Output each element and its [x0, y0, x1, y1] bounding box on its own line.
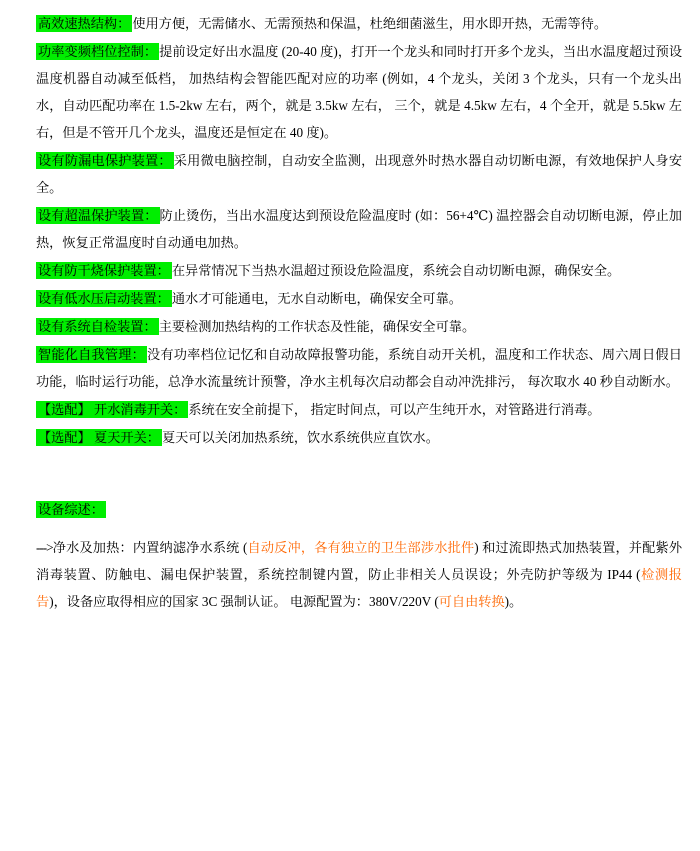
section-gap: [36, 452, 682, 496]
summary-text-2: ) 和过流即热式加热装置，并配紫外消毒装置、防触电、漏电保护装置，系统控制键内置，防止非相关人员误设；外壳防护等级为 IP44 (: [36, 540, 683, 582]
section-label: 功率变频档位控制：: [38, 44, 158, 59]
bullet-marker: --->: [36, 540, 53, 555]
section-paragraph: [36, 396, 682, 423]
section-paragraph: [36, 202, 682, 256]
section-paragraph: [36, 257, 682, 284]
section-label: 设有系统自检装置：: [38, 319, 157, 334]
summary-gap: [36, 524, 682, 534]
summary-emphasis-2: 检测报告: [36, 567, 682, 609]
section-label: 【选配】 夏天开关：: [38, 430, 160, 445]
bullet-title: 净水及加热：: [52, 540, 133, 555]
section-label: 设有防干烧保护装置：: [38, 263, 170, 278]
section-body: 使用方便，无需储水、无需预热和保温，杜绝细菌滋生，用水即开热，无需等待。: [132, 16, 608, 31]
section-body: 在异常情况下当热水温超过预设危险温度，系统会自动切断电源，确保安全。: [171, 263, 621, 278]
section-label: 设有低水压启动装置：: [38, 291, 170, 306]
summary-paragraph: [36, 534, 682, 615]
section-body: 通水才可能通电，无水自动断电，确保安全可靠。: [171, 291, 462, 306]
section-body: 采用微电脑控制，自动安全监测，出现意外时热水器自动切断电源，有效地保护人身安全。: [36, 153, 683, 195]
summary-emphasis-3: 可自由转换: [438, 594, 505, 609]
section-label: 设有防漏电保护装置：: [38, 153, 172, 168]
section-body: 防止烫伤，当出水温度达到预设危险温度时 (如：56+4℃) 温控器会自动切断电源，停止加热，恢复正常温度时自动通电加热。: [36, 208, 682, 250]
section-paragraph: [36, 10, 682, 37]
summary-emphasis-1: 自动反冲，各有独立的卫生部涉水批件: [247, 540, 475, 555]
section-label: 设有超温保护装置：: [38, 208, 158, 223]
summary-text-3: )，设备应取得相应的国家 3C 强制认证。 电源配置为：380V/220V (: [49, 594, 439, 609]
section-body: 夏天可以关闭加热系统，饮水系统供应直饮水。: [161, 430, 439, 445]
section-paragraph: [36, 313, 682, 340]
section-label: 【选配】 开水消毒开关：: [38, 402, 187, 417]
section-paragraph: [36, 38, 682, 146]
section-body: 提前设定好出水温度 (20-40 度)，打开一个龙头和同时打开多个龙头，当出水温度超过预设温度机器自动减至低档， 加热结构会智能匹配对应的功率 (例如，4 个龙头，关闭 3 个龙头，只有一个龙头出水，自动匹配功率在 1.5-2kw 左右，两个，就是 3.5kw 左右， 三个，就是 4.5kw 左右，4 个全开，就是 5.5kw 左右，但是不管开几个龙头，温度还是恒定在 40 度)。: [36, 44, 683, 140]
section-paragraph: [36, 424, 682, 451]
summary-text-1: 内置纳滤净水系统 (: [132, 540, 248, 555]
summary-heading: [36, 496, 682, 523]
section-body: 主要检测加热结构的工作状态及性能，确保安全可靠。: [158, 319, 476, 334]
section-paragraph: [36, 147, 682, 201]
section-body: 没有功率档位记忆和自动故障报警功能，系统自动开关机，温度和工作状态、周六周日假日功能，临时运行功能，总净水流量统计预警，净水主机每次启动都会自动冲洗排污， 每次取水 40 秒自动断水。: [36, 347, 682, 389]
summary-label: 设备综述：: [38, 502, 104, 517]
summary-text-4: )。: [504, 594, 523, 609]
section-paragraph: [36, 341, 682, 395]
section-body: 系统在安全前提下， 指定时间点，可以产生纯开水，对管路进行消毒。: [188, 402, 601, 417]
section-paragraph: [36, 285, 682, 312]
section-label: 高效速热结构：: [38, 16, 131, 31]
section-label: 智能化自我管理：: [38, 347, 146, 362]
